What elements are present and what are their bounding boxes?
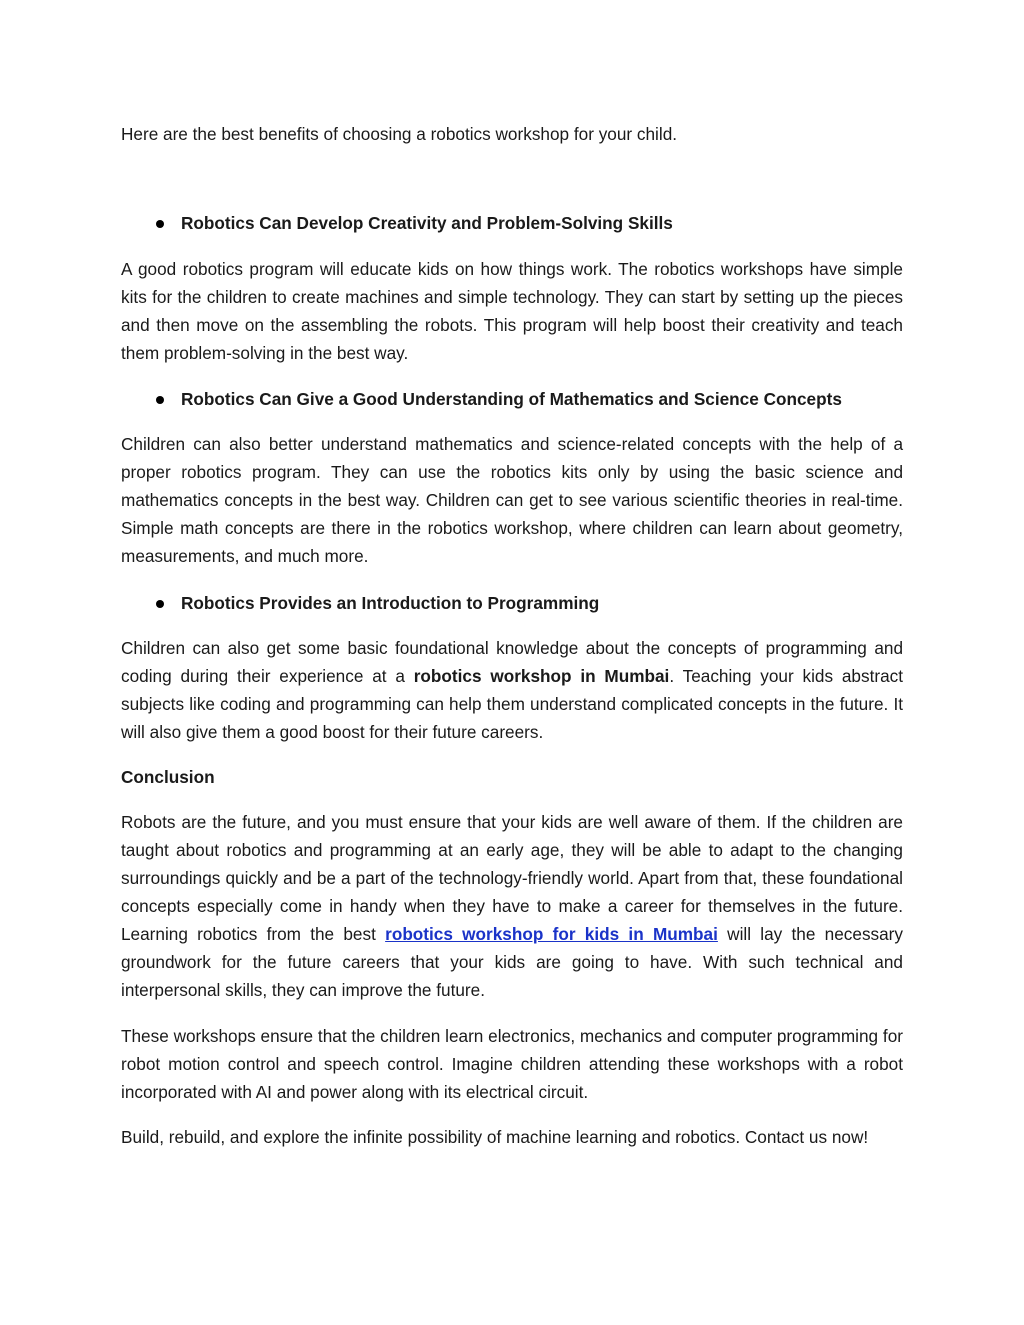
intro-text: Here are the best benefits of choosing a robotics workshop for your child.: [121, 124, 678, 144]
paragraph-text: Children can also get some basic foundational knowledge about the concepts of programming and coding during their experience at a: [121, 638, 903, 686]
section-heading: [121, 589, 903, 617]
conclusion-paragraph-3: [121, 1123, 903, 1151]
section-math-science: [121, 385, 903, 413]
conclusion-paragraph-2: [121, 1022, 903, 1106]
section-math-science-body: [121, 430, 903, 570]
bullet-icon: [156, 600, 164, 608]
paragraph-text: will lay the necessary groundwork for the future careers that your kids are going to have. With such technical and interpersonal skills, they can improve the future.: [121, 924, 904, 1000]
section-paragraph: Build, rebuild, and explore the infinite possibility of machine learning and robotics. Contact us now!: [121, 1127, 869, 1147]
keyword-bold: robotics workshop in Mumbai: [413, 666, 670, 686]
section-heading-text: Robotics Can Develop Creativity and Problem-Solving Skills: [181, 213, 673, 233]
bullet-icon: [156, 220, 164, 228]
section-paragraph: Children can also better understand mathematics and science-related concepts with the help of a proper robotics program. They can use the robotics kits only by using the basic science and mathematics concepts in the best way. Children can get to see various scientific theories in real-time. Simple math concepts are there in the robotics workshop, where children can learn about geometry, measurements, and much more.: [121, 434, 903, 566]
section-heading-text: Robotics Provides an Introduction to Programming: [181, 593, 600, 613]
conclusion-paragraph-1: [121, 808, 903, 1004]
conclusion-heading-block: [121, 763, 903, 791]
paragraph-text: . Teaching your kids abstract subjects like coding and programming can help them understand complicated concepts in the future. It will also give them a good boost for their future careers.: [121, 666, 903, 742]
section-paragraph: [121, 634, 903, 746]
section-paragraph: A good robotics program will educate kids on how things work. The robotics workshops have simple kits for the children to create machines and simple technology. They can start by setting up the pieces and then move on the assembling the robots. This program will help boost their creativity and teach them problem-solving in the best way.: [121, 259, 903, 363]
paragraph-text: Robots are the future, and you must ensure that your kids are well aware of them. If the children are taught about robotics and programming at an early age, they will be able to adapt to the changing surroundings quickly and be a part of the technology-friendly world. Apart from that, these foundational concepts especially come in handy when they have to make a career for themselves in the future. Learning robotics from the best: [121, 812, 903, 944]
section-paragraph: [121, 808, 903, 1004]
workshop-link[interactable]: robotics workshop for kids in Mumbai: [385, 924, 718, 944]
section-heading: [121, 209, 903, 237]
section-creativity: [121, 209, 903, 237]
section-paragraph: These workshops ensure that the children learn electronics, mechanics and computer programming for robot motion control and speech control. Imagine children attending these workshops with a robot incorporated with AI and power along with its electrical circuit.: [121, 1026, 903, 1102]
bullet-icon: [156, 396, 164, 404]
section-heading: [121, 385, 903, 413]
section-creativity-body: [121, 255, 903, 367]
section-heading-text: Robotics Can Give a Good Understanding of Mathematics and Science Concepts: [181, 389, 842, 409]
section-programming: [121, 589, 903, 617]
conclusion-heading: Conclusion: [121, 767, 215, 787]
section-programming-body: [121, 634, 903, 746]
